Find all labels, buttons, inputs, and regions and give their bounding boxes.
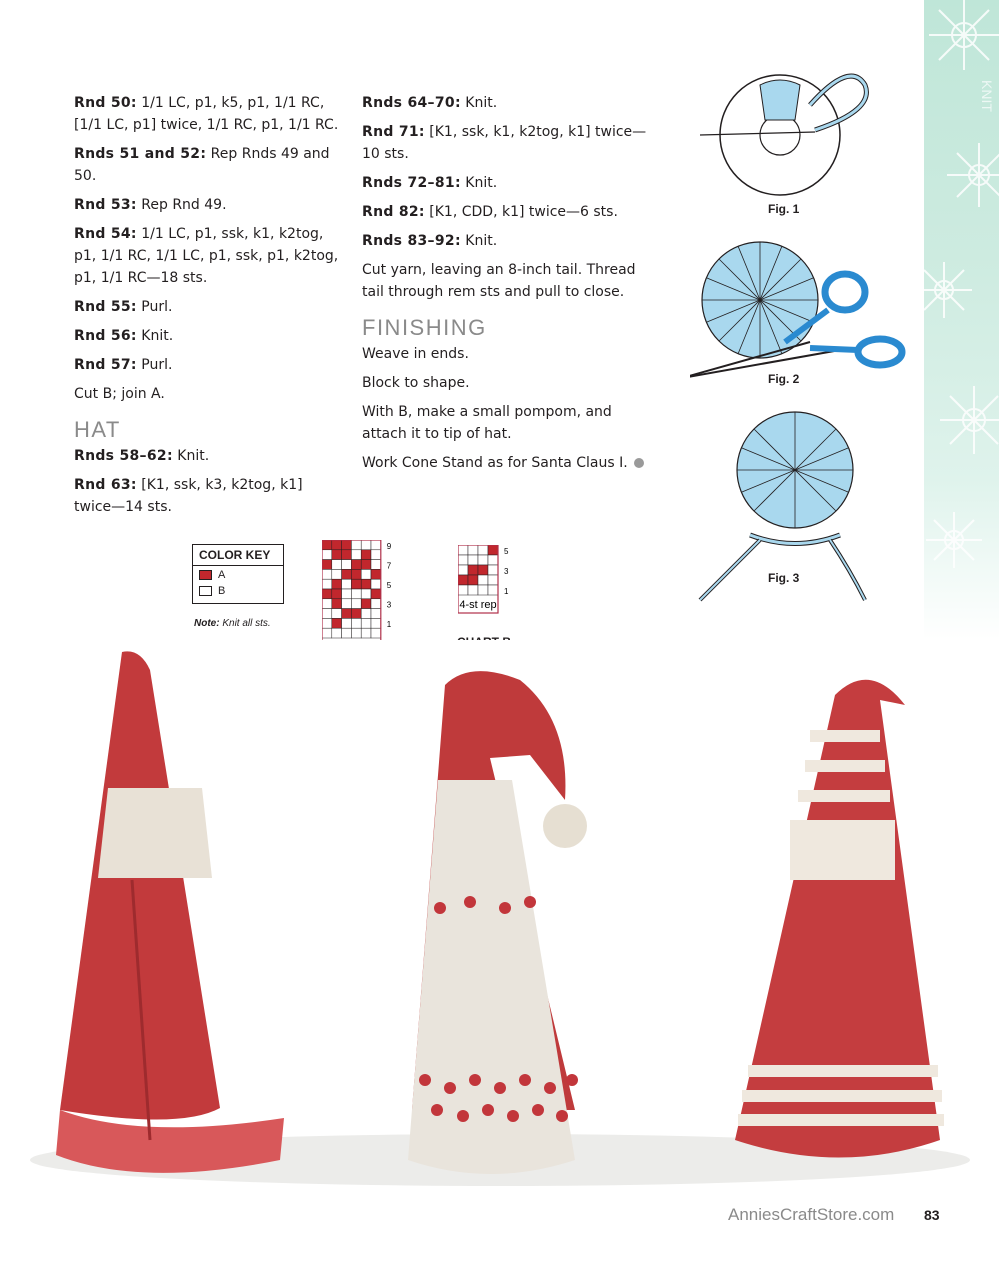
chart-b-cell <box>488 585 498 595</box>
chart-note <box>194 618 271 629</box>
instruction-rnd-53 <box>74 194 344 216</box>
row-label: Rnds 72–81: <box>362 175 461 191</box>
row-text: 1/1 LC, p1, ssk, k1, k2tog, p1, 1/1 RC, 1/1 LC, p1, ssk, p1, k2tog, p1, 1/1 RC—18 sts. <box>74 226 339 286</box>
chart-a-row-number: 9 <box>386 541 392 551</box>
chart-b-cell <box>478 585 488 595</box>
chart-a-cell <box>371 589 381 599</box>
chart-a-cell <box>342 579 352 589</box>
color-b-swatch-icon <box>199 586 212 596</box>
chart-a-cell <box>332 589 342 599</box>
chart-b-cell <box>458 575 468 585</box>
chart-b <box>458 545 528 620</box>
fig1-label: Fig. 1 <box>768 202 800 216</box>
instruction-rnd-50 <box>74 92 344 136</box>
chart-a-cell <box>361 609 371 619</box>
row-text: Knit. <box>460 175 498 191</box>
chart-a-cell <box>371 599 381 609</box>
pompom-figures <box>690 60 920 620</box>
instruction-rnd-82 <box>362 201 652 223</box>
color-b-label: B <box>218 584 226 597</box>
end-bullet-icon <box>634 458 644 468</box>
chart-a-cell <box>332 628 342 638</box>
chart-a-cell <box>351 628 361 638</box>
note-text: Knit all sts. <box>219 618 271 629</box>
instructions-column-1 <box>74 92 344 525</box>
row-text: Rep Rnd 49. <box>136 197 227 213</box>
chart-a-cell <box>361 569 371 579</box>
chart-b-cell <box>488 575 498 585</box>
finishing-step-last <box>362 452 652 474</box>
row-text: Purl. <box>136 299 173 315</box>
chart-a-cell <box>322 569 332 579</box>
chart-b-cell <box>468 565 478 575</box>
chart-b-cell <box>488 565 498 575</box>
chart-a-cell <box>332 550 342 560</box>
chart-a-cell <box>361 599 371 609</box>
chart-a-cell <box>371 540 381 550</box>
row-label: Rnd 55: <box>74 299 137 315</box>
chart-b-cell <box>478 545 488 555</box>
row-text: 1/1 LC, p1, k5, p1, 1/1 RC, [1/1 LC, p1] twice, 1/1 RC, p1, 1/1 RC. <box>74 95 339 133</box>
chart-b-cell <box>478 555 488 565</box>
instruction-rnds-83-92 <box>362 230 652 252</box>
chart-a-cell <box>342 599 352 609</box>
footer-website: AnniesCraftStore.com <box>728 1205 895 1224</box>
chart-a-cell <box>342 589 352 599</box>
decorative-sidebar <box>924 0 999 640</box>
chart-a-cell <box>361 560 371 570</box>
chart-a-cell <box>322 540 332 550</box>
fig1-ring-illustration <box>700 75 866 195</box>
row-text: Knit. <box>172 448 210 464</box>
chart-b-cell <box>468 575 478 585</box>
finishing-step: Weave in ends. <box>362 346 469 362</box>
chart-a-cell <box>342 550 352 560</box>
instruction-rnd-56 <box>74 325 344 347</box>
chart-b-cell <box>458 545 468 555</box>
chart-a-cell <box>371 579 381 589</box>
row-text: Purl. <box>136 357 173 373</box>
instruction-rnds-51-52 <box>74 143 344 187</box>
color-a-swatch-icon <box>199 570 212 580</box>
chart-a-cell <box>351 599 361 609</box>
chart-b-rep-label: 4-st rep <box>459 599 497 611</box>
chart-b-cell <box>458 555 468 565</box>
chart-b-cell <box>488 545 498 555</box>
instruction-rnds-72-81 <box>362 172 652 194</box>
chart-a-cell <box>342 609 352 619</box>
fig2-label: Fig. 2 <box>768 372 800 386</box>
instruction-rnd-71 <box>362 121 652 165</box>
row-text: [K1, CDD, k1] twice—6 sts. <box>424 204 618 220</box>
row-label: Rnd 71: <box>362 124 425 140</box>
chart-a-cell <box>322 628 332 638</box>
chart-a-cell <box>361 628 371 638</box>
row-label: Rnds 64–70: <box>362 95 461 111</box>
chart-a-cell <box>361 540 371 550</box>
color-key-row-b <box>193 582 283 598</box>
chart-a-row-number: 1 <box>386 620 392 630</box>
row-text: Rep Rnds 49 and 50. <box>74 146 330 184</box>
fig3-label: Fig. 3 <box>768 571 800 585</box>
chart-a-cell <box>361 550 371 560</box>
chart-a-cell <box>342 560 352 570</box>
instruction-rnd-63 <box>74 474 344 518</box>
chart-a-cell <box>371 560 381 570</box>
row-text: [K1, ssk, k3, k2tog, k1] twice—14 sts. <box>74 477 303 515</box>
chart-a-cell <box>351 569 361 579</box>
instruction-note: Cut B; join A. <box>74 386 165 402</box>
finishing-step-text: Work Cone Stand as for Santa Claus I. <box>362 455 628 471</box>
row-text: Knit. <box>136 328 174 344</box>
hat-heading: HAT <box>74 417 121 442</box>
row-label: Rnds 83–92: <box>362 233 461 249</box>
chart-a-cell <box>322 579 332 589</box>
row-label: Rnds 58–62: <box>74 448 173 464</box>
chart-a <box>322 540 422 655</box>
chart-b-row-number: 5 <box>504 547 509 556</box>
instruction-rnds-64-70 <box>362 92 652 114</box>
chart-a-cell <box>342 618 352 628</box>
chart-a-cell <box>342 540 352 550</box>
chart-a-cell <box>351 540 361 550</box>
row-text: Knit. <box>460 233 498 249</box>
row-text: [K1, ssk, k1, k2tog, k1] twice—10 sts. <box>362 124 647 162</box>
chart-a-cell <box>361 589 371 599</box>
chart-b-cell <box>458 565 468 575</box>
chart-a-cell <box>322 618 332 628</box>
chart-a-row-number: 7 <box>386 561 392 571</box>
chart-a-cell <box>351 550 361 560</box>
chart-a-cell <box>371 609 381 619</box>
instruction-rnd-54 <box>74 223 344 289</box>
row-label: Rnd 63: <box>74 477 137 493</box>
chart-a-cell <box>351 609 361 619</box>
chart-a-cell <box>332 579 342 589</box>
instruction-rnds-58-62 <box>74 445 344 467</box>
instruction-rnd-55 <box>74 296 344 318</box>
sidebar-watermark: KNIT <box>979 80 995 112</box>
chart-b-cell <box>488 555 498 565</box>
chart-b-cell <box>468 585 478 595</box>
row-label: Rnd 54: <box>74 226 137 242</box>
chart-a-cell <box>351 579 361 589</box>
fig2-pompom-scissors-illustration <box>690 242 902 378</box>
chart-a-cell <box>371 569 381 579</box>
chart-a-cell <box>332 599 342 609</box>
chart-b-row-number: 1 <box>504 587 509 596</box>
instruction-cut-yarn: Cut yarn, leaving an 8-inch tail. Thread tail through rem sts and pull to close. <box>362 262 636 300</box>
chart-b-cell <box>478 575 488 585</box>
chart-a-cell <box>351 560 361 570</box>
chart-a-cell <box>351 589 361 599</box>
chart-a-cell <box>332 540 342 550</box>
finishing-step: Block to shape. <box>362 375 470 391</box>
finishing-step: With B, make a small pompom, and attach it to tip of hat. <box>362 404 612 442</box>
row-label: Rnds 51 and 52: <box>74 146 207 162</box>
row-label: Rnd 82: <box>362 204 425 220</box>
instruction-rnd-57 <box>74 354 344 376</box>
chart-a-cell <box>322 550 332 560</box>
chart-a-cell <box>371 550 381 560</box>
row-label: Rnd 57: <box>74 357 137 373</box>
chart-b-cell <box>468 545 478 555</box>
chart-b-row-number: 3 <box>504 567 509 576</box>
chart-a-cell <box>322 599 332 609</box>
chart-a-cell <box>342 569 352 579</box>
row-text: Knit. <box>460 95 498 111</box>
chart-a-cell <box>322 560 332 570</box>
chart-a-cell <box>361 579 371 589</box>
chart-a-cell <box>332 560 342 570</box>
chart-b-cell <box>458 585 468 595</box>
chart-a-cell <box>332 618 342 628</box>
page-number: 83 <box>924 1207 940 1223</box>
chart-a-cell <box>371 628 381 638</box>
row-label: Rnd 53: <box>74 197 137 213</box>
chart-b-cell <box>478 565 488 575</box>
color-key-title: COLOR KEY <box>193 545 283 566</box>
note-label: Note: <box>194 618 220 629</box>
chart-a-cell <box>322 589 332 599</box>
knitted-gnomes-photo <box>0 640 999 1200</box>
chart-a-cell <box>322 609 332 619</box>
color-a-label: A <box>218 568 226 581</box>
instructions-column-2 <box>362 92 652 481</box>
chart-a-row-number: 3 <box>386 600 392 610</box>
color-key <box>192 544 284 604</box>
chart-a-cell <box>371 618 381 628</box>
chart-a-row-number: 5 <box>386 581 392 590</box>
chart-a-cell <box>361 618 371 628</box>
finishing-heading: FINISHING <box>362 315 487 340</box>
chart-a-cell <box>332 609 342 619</box>
snowflake-pattern-icon <box>924 0 999 640</box>
chart-b-cell <box>468 555 478 565</box>
chart-a-cell <box>351 618 361 628</box>
chart-a-cell <box>342 628 352 638</box>
row-label: Rnd 50: <box>74 95 137 111</box>
color-key-row-a <box>193 566 283 582</box>
chart-a-cell <box>332 569 342 579</box>
row-label: Rnd 56: <box>74 328 137 344</box>
